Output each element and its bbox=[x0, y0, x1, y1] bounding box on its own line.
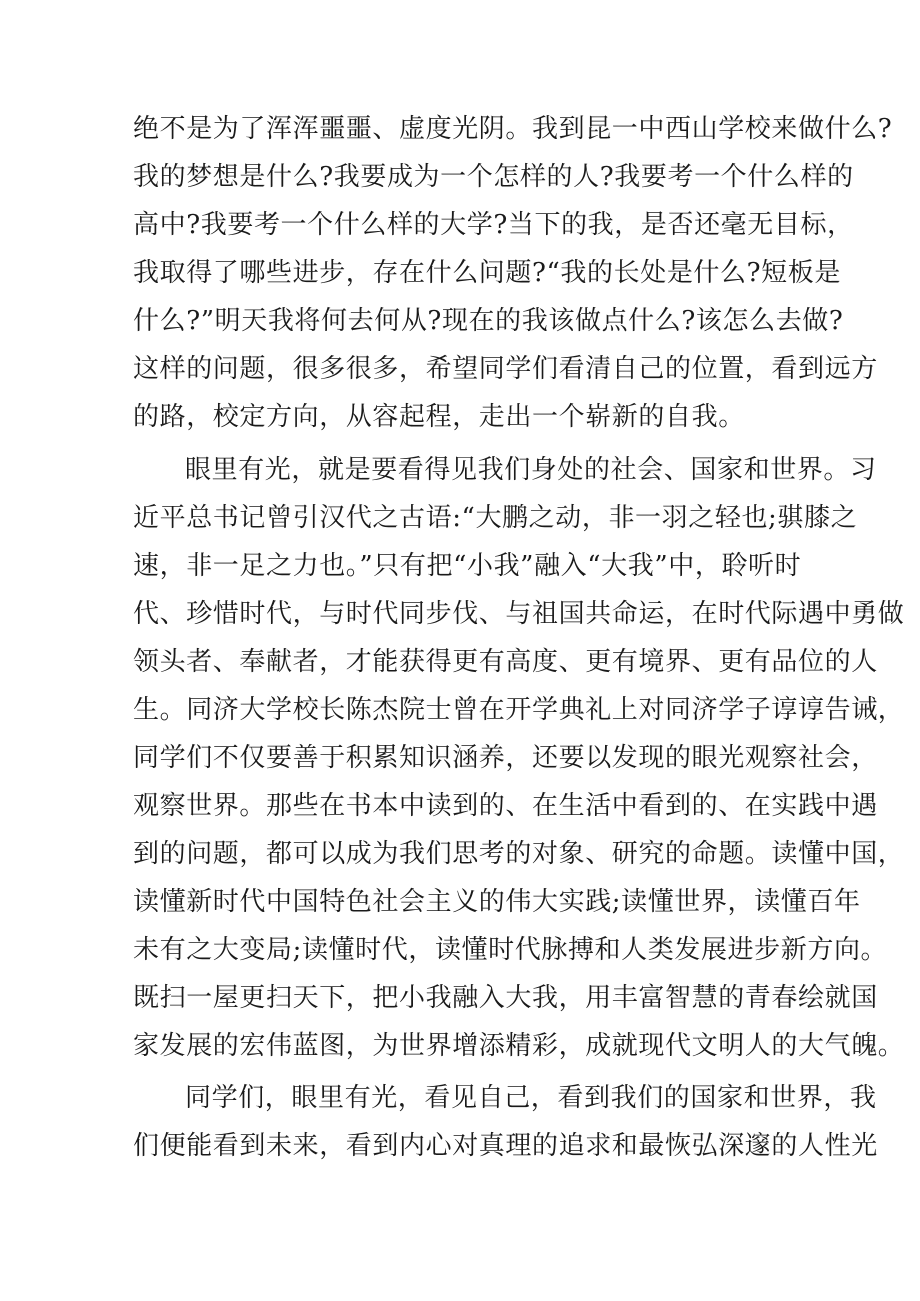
paragraph-line: 读懂新时代中国特色社会主义的伟大实践;读懂世界，读懂百年 bbox=[133, 887, 861, 917]
paragraph-line: 同学们不仅要善于积累知识涵养，还要以发现的眼光观察社会， bbox=[133, 743, 878, 773]
paragraph-line: 眼里有光，就是要看得见我们身处的社会、国家和世界。习 bbox=[185, 455, 877, 485]
paragraph-line: 代、珍惜时代，与时代同步伐、与祖国共命运，在时代际遇中勇做 bbox=[133, 599, 905, 629]
paragraph-line: 领头者、奉献者，才能获得更有高度、更有境界、更有品位的人 bbox=[133, 647, 878, 677]
paragraph-line: 绝不是为了浑浑噩噩、虚度光阴。我到昆一中西山学校来做什么? bbox=[133, 114, 893, 144]
paragraph-line: 到的问题，都可以成为我们思考的对象、研究的命题。读懂中国， bbox=[133, 839, 905, 869]
paragraph-line: 家发展的宏伟蓝图，为世界增添精彩，成就现代文明人的大气魄。 bbox=[133, 1031, 905, 1061]
paragraph-line: 观察世界。那些在书本中读到的、在生活中看到的、在实践中遇 bbox=[133, 791, 878, 821]
paragraph-line: 什么?”明天我将何去何从?现在的我该做点什么?该怎么去做? bbox=[133, 306, 844, 336]
paragraph-line: 高中?我要考一个什么样的大学?当下的我，是否还毫无目标， bbox=[133, 210, 854, 240]
paragraph-line: 近平总书记曾引汉代之古语:“大鹏之动，非一羽之轻也;骐膝之 bbox=[133, 503, 858, 533]
paragraph-line: 的路，校定方向，从容起程，走出一个崭新的自我。 bbox=[133, 402, 745, 432]
paragraph-line: 既扫一屋更扫天下，把小我融入大我，用丰富智慧的青春绘就国 bbox=[133, 983, 878, 1013]
paragraph-line: 同学们，眼里有光，看见自己，看到我们的国家和世界，我 bbox=[185, 1083, 877, 1113]
paragraph-line: 未有之大变局;读懂时代，读懂时代脉搏和人类发展进步新方向。 bbox=[133, 935, 888, 965]
paragraph-line: 生。同济大学校长陈杰院士曾在开学典礼上对同济学子谆谆告诫， bbox=[133, 695, 905, 725]
paragraph-line: 速，非一足之力也。”只有把“小我”融入“大我”中，聆听时 bbox=[133, 551, 802, 581]
paragraph-line: 这样的问题，很多很多，希望同学们看清自己的位置，看到远方 bbox=[133, 354, 878, 384]
paragraph-line: 们便能看到未来，看到内心对真理的追求和最恢弘深邃的人性光 bbox=[133, 1131, 878, 1161]
paragraph-line: 我的梦想是什么?我要成为一个怎样的人?我要考一个什么样的 bbox=[133, 162, 854, 192]
paragraph-line: 我取得了哪些进步，存在什么问题?“我的长处是什么?短板是 bbox=[133, 258, 841, 288]
